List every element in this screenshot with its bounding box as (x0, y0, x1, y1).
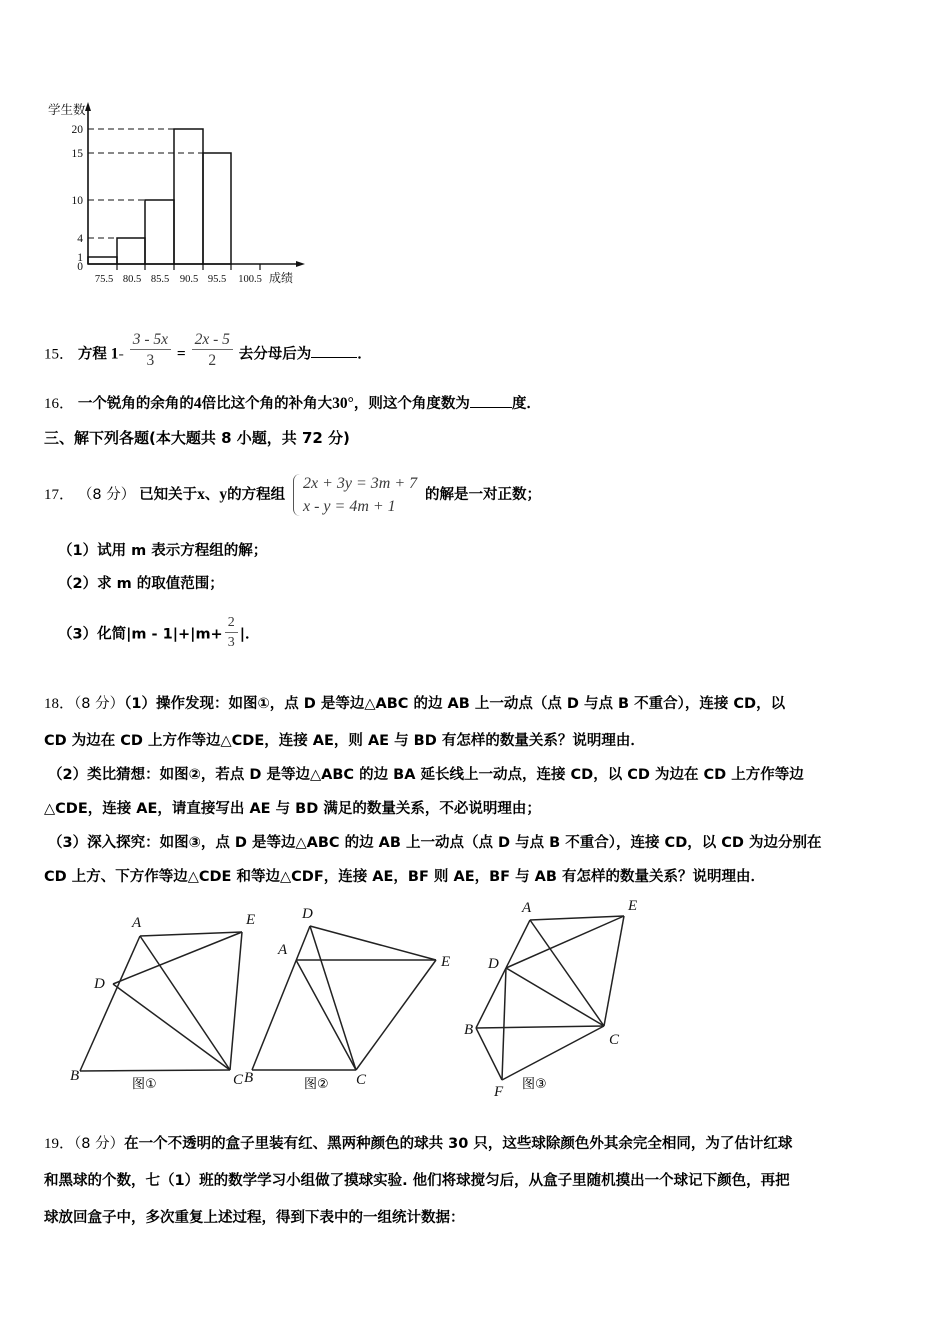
q15-one: 1 (110, 345, 119, 363)
svg-text:100.5: 100.5 (238, 274, 262, 285)
q18-text-line-1: （1）操作发现：如图①，点 D 是等边△ABC 的边 AB 上一动点（点 D 与点 B 不重合），连接 CD，以 (124, 696, 786, 712)
figure-1-vertex-D: D (94, 976, 105, 992)
svg-text:85.5: 85.5 (150, 274, 170, 285)
q17-number: 17． (44, 486, 75, 503)
q15-fraction-1 (130, 330, 171, 372)
q16-degree: 30° (332, 395, 354, 412)
q19-text-line-3: 球放回盒子中，多次重复上述过程，得到下表中的一组统计数据： (44, 1210, 465, 1226)
q17-var-y: y (219, 485, 228, 503)
question-17 (44, 472, 764, 518)
figure-3-vertex-A: A (522, 900, 532, 916)
question-18-line-4 (44, 795, 934, 822)
svg-text:20: 20 (71, 124, 83, 136)
svg-text:80.5: 80.5 (122, 274, 142, 285)
q16-answer-blank[interactable] (470, 407, 512, 408)
q17-sub3-post: |． (239, 626, 260, 643)
q15-frac2-numerator: 2x - 5 (192, 330, 233, 350)
q15-frac1-denominator: 3 (146, 352, 155, 370)
svg-text:1: 1 (77, 252, 83, 264)
figure-3-caption: 图③ (522, 1077, 547, 1092)
figure-3-vertex-B: B (464, 1022, 474, 1038)
q17-equation-line-1: 2x + 3y = 3m + 7 (302, 475, 418, 492)
q17-equation-system (293, 472, 417, 518)
question-17-part-1 (58, 537, 758, 564)
q17-tail: 的解是一对正数； (425, 486, 542, 503)
q15-period: ． (357, 346, 372, 363)
histogram-svg (44, 92, 334, 287)
q15-minus: - (118, 345, 124, 363)
question-18-line-3 (48, 761, 938, 788)
q17-equation-line-2: x - y = 4m + 1 (302, 498, 396, 516)
figure-1-caption: 图① (132, 1077, 157, 1092)
q18-text-line-5: （3）深入探究：如图③，点 D 是等边△ABC 的边 AB 上一动点（点 D 与点 B 不重合），连接 CD，以 CD 为边分别在 (48, 835, 822, 851)
question-16 (44, 390, 744, 417)
q17-frac-denominator: 3 (227, 634, 235, 650)
q19-score: （8 分） (74, 1136, 125, 1152)
q16-text-a: 一个锐角的余角的 (77, 396, 194, 412)
figure-3-svg (464, 898, 654, 1108)
figure-2-vertex-B: B (244, 1070, 254, 1086)
figure-2-svg (244, 898, 459, 1093)
q18-text-line-2: CD 为边在 CD 上方作等边△CDE，连接 AE，则 AE 与 BD 有怎样的数量关系？说明理由． (44, 733, 645, 749)
figure-2 (244, 898, 459, 1098)
svg-text:10: 10 (71, 195, 83, 207)
x-axis-arrow (296, 261, 305, 267)
q17-sub2: （2）求 m 的取值范围； (58, 576, 224, 592)
figure-2-caption: 图② (304, 1077, 329, 1092)
figure-3 (464, 898, 654, 1113)
q15-answer-blank[interactable] (311, 357, 357, 358)
x-tick-labels (95, 274, 262, 285)
q17-frac-numerator: 2 (225, 614, 238, 633)
q15-equals: = (176, 345, 186, 363)
bar-85.5-90.5 (145, 200, 174, 264)
svg-text:4: 4 (77, 233, 83, 245)
q18-number: 18． (44, 696, 75, 712)
figure-2-vertex-C: C (356, 1072, 367, 1088)
q15-frac1-numerator: 3 - 5x (130, 330, 171, 350)
q16-text-b: 倍比这个角的补角大 (201, 396, 333, 412)
q16-unit: 度 (511, 396, 527, 412)
svg-text:0: 0 (77, 261, 83, 273)
figure-3-vertex-F: F (494, 1084, 504, 1100)
section-3-title: 三、解下列各题(本大题共 8 小题，共 72 分) (44, 429, 350, 447)
figure-1-vertex-B: B (70, 1068, 80, 1084)
x-ticks (117, 264, 260, 270)
bar-75.5-80.5 (88, 257, 117, 264)
q18-score: （8 分） (74, 696, 125, 712)
q18-text-line-4: △CDE，连接 AE，请直接写出 AE 与 BD 满足的数量关系，不必说明理由； (44, 801, 541, 817)
gridlines (88, 129, 231, 257)
bar-80.5-85.5 (117, 238, 145, 264)
figure-2-vertex-E: E (441, 954, 451, 970)
figure-1 (70, 898, 270, 1098)
question-17-part-2 (58, 570, 758, 597)
figure-2-vertex-D: D (302, 906, 313, 922)
q16-text-c: ，则这个角度数为 (353, 396, 470, 412)
q18-text-line-6: CD 上方、下方作等边△CDE 和等边△CDF，连接 AE，BF 则 AE，BF 与 AB 有怎样的数量关系？说明理由． (44, 869, 765, 885)
figure-row (44, 898, 734, 1113)
figure-3-vertex-E: E (628, 898, 638, 914)
q18-text-line-3: （2）类比猜想：如图②，若点 D 是等边△ABC 的边 BA 延长线上一动点，连接 CD，以 CD 为边在 CD 上方作等边 (48, 767, 804, 783)
q17-sub3-pre: （3）化简|m - 1|+|m+ (58, 626, 223, 643)
histogram-chart (44, 92, 334, 287)
q17-var-x: x (197, 485, 205, 503)
q16-number-4: 4 (193, 395, 202, 412)
chart-xlabel: 成绩 (269, 271, 294, 285)
q17-dun: 、 (204, 486, 220, 503)
histogram-bars (88, 129, 231, 264)
q17-fraction-two-thirds (225, 614, 238, 652)
svg-text:75.5: 75.5 (94, 274, 114, 285)
q17-score: （8 分） (77, 486, 136, 503)
q15-lead: 方程 (77, 346, 107, 363)
q19-text-line-1: 在一个不透明的盒子里装有红、黑两种颜色的球共 30 只，这些球除颜色外其余完全相同，为了估计红球 (124, 1136, 793, 1152)
svg-text:95.5: 95.5 (207, 274, 227, 285)
q16-period: ． (526, 396, 541, 412)
figure-2-vertex-A: A (278, 942, 288, 958)
figure-1-vertex-C: C (233, 1072, 244, 1088)
question-19-line-3 (44, 1204, 934, 1231)
question-19-line-1 (44, 1130, 934, 1157)
q16-number: 16． (44, 396, 75, 412)
q19-number: 19． (44, 1136, 75, 1152)
question-19-line-2 (44, 1167, 934, 1194)
y-tick-labels (72, 124, 84, 273)
q15-fraction-2 (192, 330, 233, 372)
svg-text:90.5: 90.5 (179, 274, 199, 285)
q15-number: 15． (44, 346, 75, 363)
q17-sub1: （1）试用 m 表示方程组的解； (58, 543, 268, 559)
q15-tail: 去分母后为 (238, 346, 312, 363)
bar-95.5-100.5 (203, 153, 231, 264)
figure-1-edges (80, 932, 242, 1071)
figure-3-vertex-C: C (609, 1032, 620, 1048)
q17-lead: 已知关于 (139, 486, 198, 503)
figure-3-vertex-D: D (488, 956, 499, 972)
question-18-line-1 (44, 690, 924, 717)
q17-mid: 的方程组 (227, 486, 286, 503)
question-15 (44, 330, 684, 372)
q15-frac2-denominator: 2 (208, 352, 217, 370)
figure-3-edges (476, 916, 624, 1080)
figure-1-vertex-E: E (246, 912, 256, 928)
svg-text:15: 15 (71, 148, 83, 160)
bar-90.5-95.5 (174, 129, 203, 264)
section-3-heading (44, 425, 744, 452)
question-18-line-6 (44, 863, 934, 890)
q19-text-line-2: 和黑球的个数，七（1）班的数学学习小组做了摸球实验. 他们将球搅匀后，从盒子里随机摸出一个球记下颜色，再把 (44, 1173, 790, 1189)
question-18-line-5 (48, 829, 943, 856)
figure-1-svg (70, 898, 270, 1093)
question-17-part-3 (58, 614, 758, 652)
y-axis-arrow (85, 102, 91, 111)
chart-ylabel: 学生数 (48, 102, 86, 117)
figure-1-vertex-A: A (132, 915, 142, 931)
figure-2-labels (244, 906, 450, 1088)
question-18-line-2 (44, 727, 924, 754)
